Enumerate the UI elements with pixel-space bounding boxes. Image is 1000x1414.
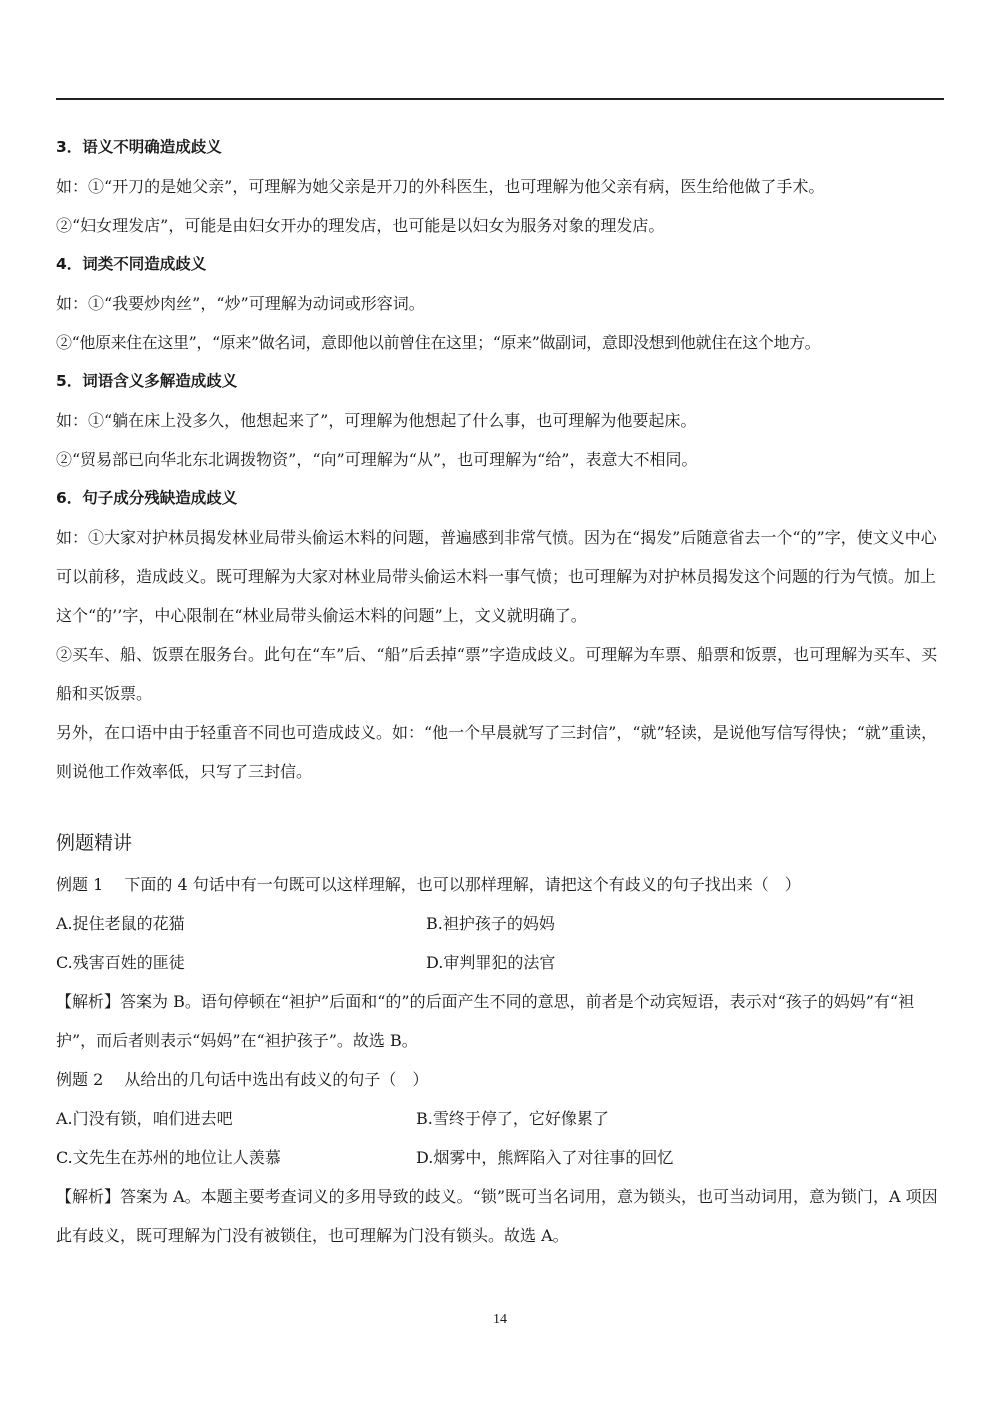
example-2-options-row-1 [56, 1099, 946, 1138]
example-1-options-row-1 [56, 904, 946, 943]
example-2-option-b: B.雪终于停了，它好像累了 [416, 1109, 609, 1128]
example-2-option-d: D.烟雾中，熊辉陷入了对往事的回忆 [416, 1148, 674, 1167]
page-content [56, 128, 946, 1255]
section-6-paragraph-1: 如：①大家对护林员揭发林业局带头偷运木料的问题，普遍感到非常气愤。因为在“揭发”后随意省去一个“的”字，使文义中心可以前移，造成歧义。既可理解为大家对林业局带头偷运木料一事气愤；也可理解为对护林员揭发这个问题的行为气愤。加上这个“的’’字，中心限制在“林业局带头偷运木料的问题”上，文义就明确了。 [56, 528, 937, 625]
example-1-question: 例题 1 下面的 4 句话中有一句既可以这样理解，也可以那样理解，请把这个有歧义的句子找出来（ ） [56, 875, 801, 894]
section-6-paragraph-2: ②买车、船、饭票在服务台。此句在“车”后、“船”后丢掉“票”字造成歧义。可理解为车票、船票和饭票，也可理解为买车、买船和买饭票。 [56, 645, 938, 703]
section-heading-3: 3．语义不明确造成歧义 [56, 138, 222, 156]
section-5-line-2: ②“贸易部已向华北东北调拨物资”，“向”可理解为“从”，也可理解为“给”，表意大不相同。 [56, 450, 698, 469]
section-heading-6: 6．句子成分残缺造成歧义 [56, 489, 238, 507]
example-1-option-a: A.捉住老鼠的花猫 [56, 914, 185, 933]
example-2-option-c: C.文先生在苏州的地位让人羡慕 [56, 1148, 281, 1167]
section-5-line-1: 如：①“躺在床上没多久，他想起来了”，可理解为他想起了什么事，也可理解为他要起床。 [56, 411, 697, 430]
example-1-option-b: B.袒护孩子的妈妈 [426, 914, 555, 933]
section-4-line-1: 如：①“我要炒肉丝”，“炒”可理解为动词或形容词。 [56, 294, 425, 313]
example-2-analysis: 【解析】答案为 A。本题主要考查词义的多用导致的歧义。“锁”既可当名词用，意为锁头，也可当动词用，意为锁门，A 项因此有歧义，既可理解为门没有被锁住，也可理解为门没有锁头。故选 A。 [56, 1187, 938, 1245]
example-1-analysis: 【解析】答案为 B。语句停顿在“袒护”后面和“的”的后面产生不同的意思，前者是个动宾短语，表示对“孩子的妈妈”有“袒护”，而后者则表示“妈妈”在“袒护孩子”。故选 B。 [56, 992, 915, 1050]
example-1-option-d: D.审判罪犯的法官 [426, 953, 556, 972]
example-2-option-a: A.门没有锁，咱们进去吧 [56, 1109, 233, 1128]
examples-title: 例题精讲 [56, 832, 133, 854]
section-heading-4: 4．词类不同造成歧义 [56, 255, 207, 273]
example-1-option-c: C.残害百姓的匪徒 [56, 953, 185, 972]
section-3-line-1: 如：①“开刀的是她父亲”，可理解为她父亲是开刀的外科医生，也可理解为他父亲有病，医生给他做了手术。 [56, 177, 825, 196]
example-2-question: 例题 2 从给出的几句话中选出有歧义的句子（ ） [56, 1070, 429, 1089]
example-1-options-row-2 [56, 943, 946, 982]
section-4-line-2: ②“他原来住在这里”，“原来”做名词，意即他以前曾住在这里；“原来”做副词，意即没想到他就住在这个地方。 [56, 333, 821, 352]
page-number: 14 [493, 1312, 507, 1327]
section-heading-5: 5．词语含义多解造成歧义 [56, 372, 238, 390]
header-rule [56, 98, 944, 100]
section-6-paragraph-3: 另外，在口语中由于轻重音不同也可造成歧义。如：“他一个早晨就写了三封信”，“就”轻读，是说他写信写得快；“就”重读，则说他工作效率低，只写了三封信。 [56, 723, 938, 781]
section-3-line-2: ②“妇女理发店”，可能是由妇女开办的理发店，也可能是以妇女为服务对象的理发店。 [56, 216, 665, 235]
example-2-options-row-2 [56, 1138, 946, 1177]
